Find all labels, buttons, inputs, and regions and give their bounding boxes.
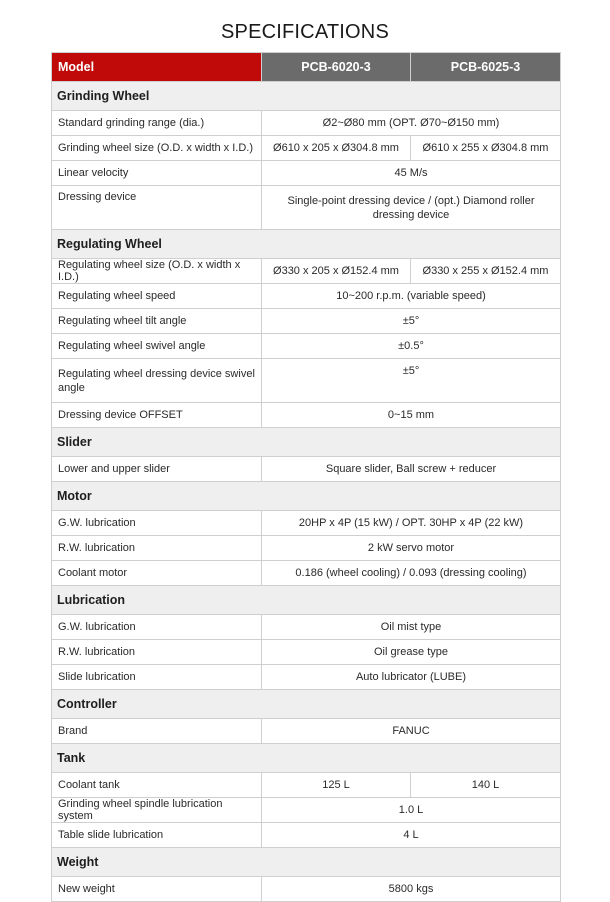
spec-value: FANUC [262,719,561,744]
section-title: Controller [52,690,561,719]
spec-label: R.W. lubrication [52,640,262,665]
section-title: Slider [52,428,561,457]
table-row [52,665,561,690]
spec-value: 0~15 mm [262,403,561,428]
page-title: SPECIFICATIONS [220,21,389,43]
table-row [52,615,561,640]
table-row [52,259,561,284]
spec-label: Grinding wheel spindle lubrication system [52,798,262,823]
table-row [52,561,561,586]
spec-value: 10~200 r.p.m. (variable speed) [262,284,561,309]
spec-label: Dressing device OFFSET [52,403,262,428]
spec-label: G.W. lubrication [52,615,262,640]
specifications-table [51,52,561,902]
spec-value-pcb-6025-3: Ø330 x 255 x Ø152.4 mm [411,259,561,284]
section-title: Weight [52,848,561,877]
table-row [52,511,561,536]
spec-value-pcb-6020-3: Ø610 x 205 x Ø304.8 mm [262,136,411,161]
spec-value-pcb-6020-3: Ø330 x 205 x Ø152.4 mm [262,259,411,284]
section-title: Tank [52,744,561,773]
spec-value: Auto lubricator (LUBE) [262,665,561,690]
table-row [52,719,561,744]
spec-label: Brand [52,719,262,744]
spec-label: Coolant tank [52,773,262,798]
table-row [52,403,561,428]
spec-value-pcb-6020-3: 125 L [262,773,411,798]
spec-value: 1.0 L [262,798,561,823]
spec-value-pcb-6025-3: Ø610 x 255 x Ø304.8 mm [411,136,561,161]
spec-label: Standard grinding range (dia.) [52,111,262,136]
spec-value: 0.186 (wheel cooling) / 0.093 (dressing cooling) [262,561,561,586]
header-model-pcb-6025-3: PCB-6025-3 [411,53,561,82]
spec-value: Oil grease type [262,640,561,665]
spec-label: R.W. lubrication [52,536,262,561]
section-slider [52,428,561,457]
table-row [52,798,561,823]
spec-value: ±0.5° [262,334,561,359]
table-row [52,457,561,482]
spec-label: Regulating wheel swivel angle [52,334,262,359]
spec-value: 45 M/s [262,161,561,186]
spec-label: Regulating wheel tilt angle [52,309,262,334]
section-title: Motor [52,482,561,511]
table-row [52,823,561,848]
spec-label: Table slide lubrication [52,823,262,848]
spec-value: Oil mist type [262,615,561,640]
table-row [52,161,561,186]
table-row [52,334,561,359]
spec-label: Regulating wheel size (O.D. x width x I.D.) [52,259,262,284]
spec-label: Slide lubrication [52,665,262,690]
spec-value: 4 L [262,823,561,848]
header-model-label: Model [52,53,262,82]
spec-value: 2 kW servo motor [262,536,561,561]
header-model-pcb-6020-3: PCB-6020-3 [262,53,411,82]
table-row [52,359,561,403]
spec-value: ±5° [262,359,561,403]
table-row [52,309,561,334]
table-row [52,136,561,161]
spec-label: G.W. lubrication [52,511,262,536]
spec-label: Regulating wheel dressing device swivel angle [52,359,262,403]
section-grinding-wheel [52,82,561,111]
section-controller [52,690,561,719]
table-row [52,284,561,309]
section-weight [52,848,561,877]
spec-value: Square slider, Ball screw + reducer [262,457,561,482]
spec-label: Grinding wheel size (O.D. x width x I.D.) [52,136,262,161]
table-row [52,773,561,798]
section-regulating-wheel [52,230,561,259]
spec-value: Single-point dressing device / (opt.) Diamond roller dressing device [262,186,561,230]
spec-value: ±5° [262,309,561,334]
table-row [52,536,561,561]
spec-value: 20HP x 4P (15 kW) / OPT. 30HP x 4P (22 kW) [262,511,561,536]
table-row [52,111,561,136]
spec-label: New weight [52,877,262,902]
spec-value: 5800 kgs [262,877,561,902]
spec-value: Ø2~Ø80 mm (OPT. Ø70~Ø150 mm) [262,111,561,136]
section-title: Grinding Wheel [52,82,561,111]
section-title: Lubrication [52,586,561,615]
table-row [52,877,561,902]
spec-label: Regulating wheel speed [52,284,262,309]
spec-label: Lower and upper slider [52,457,262,482]
table-row [52,186,561,230]
table-header-row [52,53,561,82]
section-motor [52,482,561,511]
section-title: Regulating Wheel [52,230,561,259]
section-tank [52,744,561,773]
spec-label: Linear velocity [52,161,262,186]
section-lubrication [52,586,561,615]
spec-value-pcb-6025-3: 140 L [411,773,561,798]
spec-label: Coolant motor [52,561,262,586]
spec-label: Dressing device [52,186,262,230]
table-row [52,640,561,665]
